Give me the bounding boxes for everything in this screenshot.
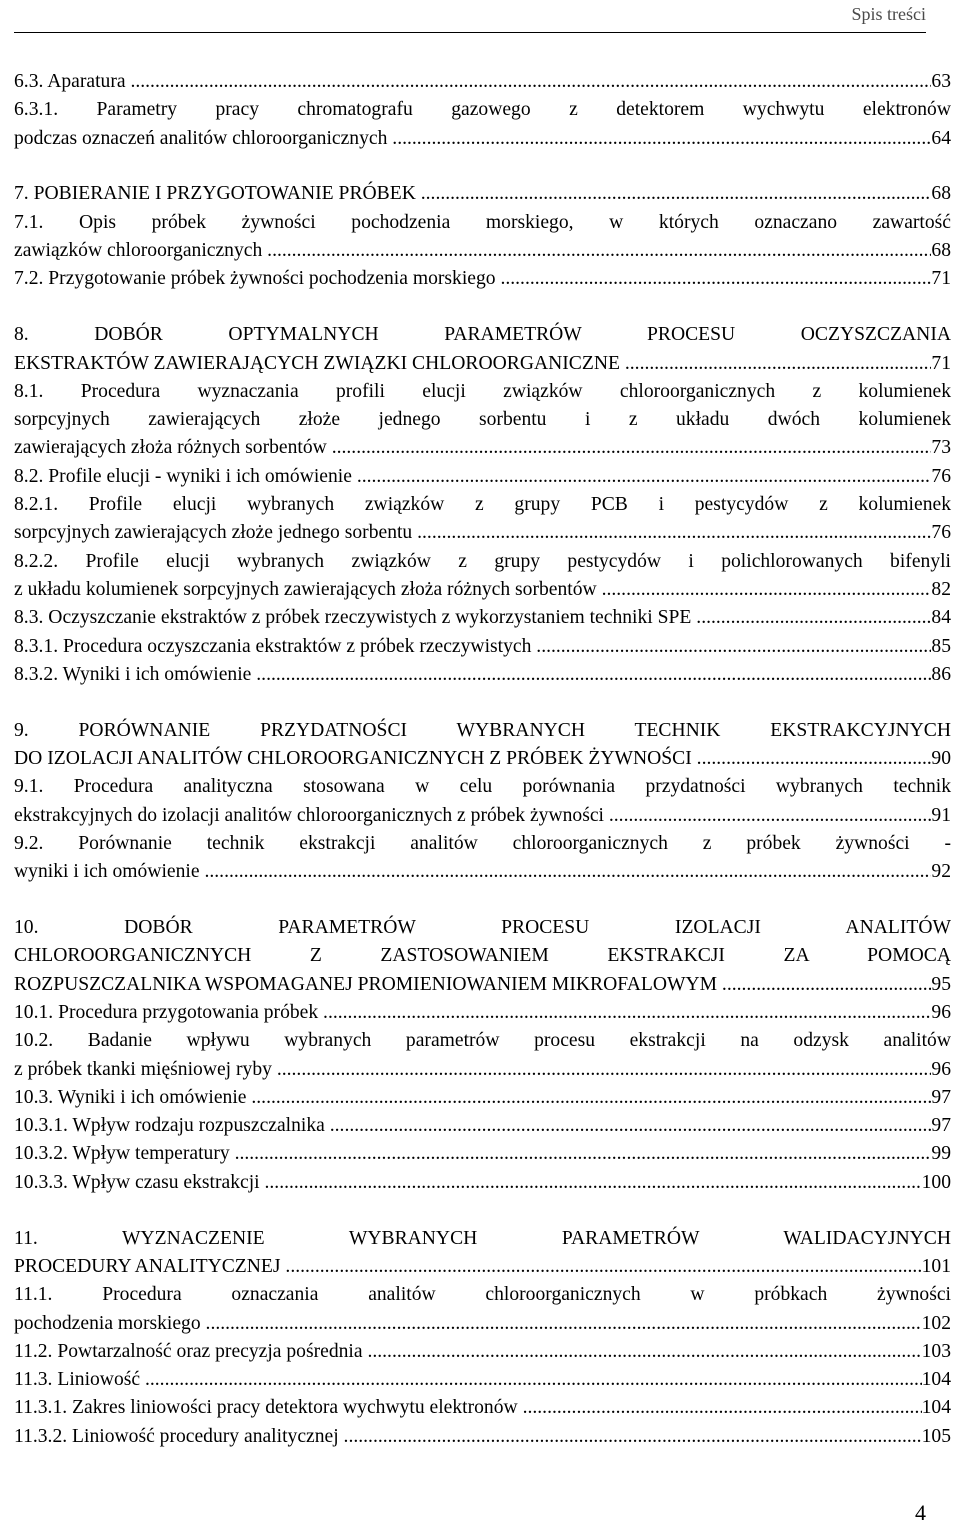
toc-entry-page-number: 85 (931, 635, 951, 657)
toc-entry-title: 11.3.2. Liniowość procedury analitycznej ..... (14, 1423, 922, 1451)
toc-entry-title: 8.2. Profile elucji - wyniki i ich omówienie ..... (14, 463, 931, 491)
toc-entry-title: 11.3. Liniowość ..... (14, 1366, 922, 1394)
toc-entry-last-line (14, 519, 951, 547)
toc-entry-page-number: 97 (931, 1115, 951, 1137)
toc-entry-title: EKSTRAKTÓW ZAWIERAJĄCYCH ZWIĄZKI CHLOROORGANICZNE ..... (14, 350, 931, 378)
toc-entry-last-line (14, 1423, 951, 1451)
toc-entry[interactable] (14, 1225, 951, 1282)
toc-entry-title: wyniki i ich omówienie ..... (14, 858, 931, 886)
toc-entry-title: 7. POBIERANIE I PRZYGOTOWANIE PRÓBEK ..... (14, 180, 931, 208)
header-rule (14, 32, 926, 33)
toc-entry-page-number: 97 (931, 1086, 951, 1108)
toc-entry-title: 10.3. Wyniki i ich omówienie ..... (14, 1084, 931, 1112)
toc-entry[interactable] (14, 209, 951, 266)
toc-entry-page-number: 103 (921, 1340, 951, 1362)
toc-entry-last-line (14, 1140, 951, 1168)
toc-entry-title: zawierających złoża różnych sorbentów ..... (14, 434, 931, 462)
toc-entry-line: CHLOROORGANICZNYCH Z ZASTOSOWANIEM EKSTRAKCJI ZA POMOCĄ (14, 945, 951, 967)
toc-entry-last-line (14, 350, 951, 378)
toc-entry-title: 8.3.1. Procedura oczyszczania ekstraktów z próbek rzeczywistych ..... (14, 633, 931, 661)
toc-entry-last-line (14, 1084, 951, 1112)
toc-entry-page-number: 82 (931, 578, 951, 600)
toc-entry-last-line (14, 68, 951, 96)
toc-entry-page-number: 64 (931, 127, 951, 149)
toc-entry[interactable] (14, 1366, 951, 1394)
toc-entry-last-line (14, 463, 951, 491)
toc-entry-title: 10.1. Procedura przygotowania próbek ..... (14, 999, 931, 1027)
toc-entry-page-number: 104 (921, 1397, 951, 1419)
toc-entry[interactable] (14, 1423, 951, 1451)
toc-entry-page-number: 68 (931, 240, 951, 262)
toc-entry[interactable] (14, 1169, 951, 1197)
toc-entry[interactable] (14, 548, 951, 605)
toc-entry-last-line (14, 576, 951, 604)
toc-entry-page-number: 71 (931, 268, 951, 290)
toc-entry-last-line (14, 237, 951, 265)
toc-entry-page-number: 92 (931, 861, 951, 883)
toc-entry-line: 8. DOBÓR OPTYMALNYCH PARAMETRÓW PROCESU OCZYSZCZANIA (14, 324, 951, 346)
toc-entry-page-number: 76 (931, 522, 951, 544)
toc-entry-last-line (14, 434, 951, 462)
toc-entry-page-number: 63 (931, 71, 951, 92)
toc-entry[interactable] (14, 491, 951, 548)
toc-entry-page-number: 102 (921, 1312, 951, 1334)
toc-entry-title: 11.2. Powtarzalność oraz precyzja pośrednia ..... (14, 1338, 922, 1366)
page-header (0, 0, 960, 33)
toc-entry[interactable] (14, 999, 951, 1027)
toc-entry-last-line (14, 604, 951, 632)
toc-entry-title: 10.3.2. Wpływ temperatury ..... (14, 1140, 931, 1168)
toc-entry-line: 6.3.1. Parametry pracy chromatografu gazowego z detektorem wychwytu elektronów (14, 99, 951, 121)
toc-entry-line: 8.2.2. Profile elucji wybranych związków z grupy pestycydów i polichlorowanych bifenyli (14, 550, 951, 572)
toc-entry-page-number: 95 (931, 973, 951, 995)
toc-entry-title: podczas oznaczeń analitów chloroorganicznych ..... (14, 125, 931, 153)
toc-entry-page-number: 68 (931, 183, 951, 205)
toc-entry-last-line (14, 745, 951, 773)
toc-entry-line: 10. DOBÓR PARAMETRÓW PROCESU IZOLACJI ANALITÓW (14, 917, 951, 939)
toc-entry-title: 11.3.1. Zakres liniowości pracy detektora wychwytu elektronów ..... (14, 1394, 922, 1422)
toc-entry-page-number: 73 (931, 437, 951, 459)
toc-entry[interactable] (14, 1140, 951, 1168)
toc-entry-last-line (14, 125, 951, 153)
toc-entry[interactable] (14, 661, 951, 689)
toc-entry-page-number: 84 (931, 607, 951, 629)
toc-entry-title: sorpcyjnych zawierających złoże jednego sorbentu ..... (14, 519, 931, 547)
toc-entry-page-number: 86 (931, 663, 951, 685)
toc-entry-title: 6.3. Aparatura ..... (14, 68, 931, 96)
toc-entry[interactable] (14, 1338, 951, 1366)
toc-entry-page-number: 90 (931, 748, 951, 770)
toc-entry[interactable] (14, 1027, 951, 1084)
toc-entry[interactable] (14, 321, 951, 378)
toc-entry-title: ROZPUSZCZALNIKA WSPOMAGANEJ PROMIENIOWANIEM MIKROFALOWYM ..... (14, 971, 931, 999)
toc-entry-line: 9. PORÓWNANIE PRZYDATNOŚCI WYBRANYCH TECHNIK EKSTRAKCYJNYCH (14, 719, 951, 741)
toc-entry-line: 9.2. Porównanie technik ekstrakcji analitów chloroorganicznych z próbek żywności - (14, 832, 951, 854)
toc-entry-title: pochodzenia morskiego ..... (14, 1310, 922, 1338)
toc-entry[interactable] (14, 68, 951, 96)
toc-entry-page-number: 96 (931, 1001, 951, 1023)
toc-entry-title: DO IZOLACJI ANALITÓW CHLOROORGANICZNYCH Z PRÓBEK ŻYWNOŚCI ..... (14, 745, 931, 773)
toc-entry[interactable] (14, 463, 951, 491)
toc-entry-page-number: 76 (931, 465, 951, 487)
toc-entry[interactable] (14, 265, 951, 293)
toc-entry-last-line (14, 180, 951, 208)
toc-entry[interactable] (14, 1084, 951, 1112)
toc-entry-line: 8.2.1. Profile elucji wybranych związków z grupy PCB i pestycydów z kolumienek (14, 494, 951, 516)
toc-entry-last-line (14, 633, 951, 661)
toc-entry-page-number: 101 (921, 1255, 951, 1277)
toc-entry-title: zawiązków chloroorganicznych ..... (14, 237, 931, 265)
toc-entry[interactable] (14, 604, 951, 632)
toc-entry-title: 8.3. Oczyszczanie ekstraktów z próbek rzeczywistych z wykorzystaniem techniki SPE ..... (14, 604, 931, 632)
toc-entry[interactable] (14, 773, 951, 830)
toc-entry-title: ekstrakcyjnych do izolacji analitów chloroorganicznych z próbek żywności ..... (14, 802, 931, 830)
toc-entry-last-line (14, 1338, 951, 1366)
toc-entry-last-line (14, 999, 951, 1027)
toc-entry-page-number: 96 (931, 1058, 951, 1080)
toc-entry[interactable] (14, 378, 951, 463)
toc-entry-title: 10.3.1. Wpływ rodzaju rozpuszczalnika ..... (14, 1112, 931, 1140)
toc-entry[interactable] (14, 914, 951, 999)
toc-entry-last-line (14, 1394, 951, 1422)
toc-entry-page-number: 91 (931, 804, 951, 826)
toc-entry-page-number: 104 (921, 1369, 951, 1391)
toc-entry[interactable] (14, 96, 951, 153)
toc-entry-line: 9.1. Procedura analityczna stosowana w celu porównania przydatności wybranych technik (14, 776, 951, 798)
header-title: Spis treści (851, 4, 926, 24)
toc-entry-title: 7.2. Przygotowanie próbek żywności pochodzenia morskiego ..... (14, 265, 931, 293)
toc-entry-last-line (14, 802, 951, 830)
toc-entry-page-number: 99 (931, 1143, 951, 1165)
toc-entry-line: 11.1. Procedura oznaczania analitów chloroorganicznych w próbkach żywności (14, 1284, 951, 1306)
toc-entry-title: 8.3.2. Wyniki i ich omówienie ..... (14, 661, 931, 689)
toc-entry-last-line (14, 1253, 951, 1281)
toc-entry[interactable] (14, 180, 951, 208)
table-of-contents (14, 68, 951, 1451)
toc-entry-page-number: 105 (921, 1425, 951, 1447)
toc-entry[interactable] (14, 1394, 951, 1422)
toc-entry-last-line (14, 1310, 951, 1338)
toc-entry[interactable] (14, 633, 951, 661)
toc-entry[interactable] (14, 1281, 951, 1338)
toc-entry-line: 8.1. Procedura wyznaczania profili elucji związków chloroorganicznych z kolumienek (14, 380, 951, 402)
toc-entry[interactable] (14, 830, 951, 887)
toc-entry[interactable] (14, 1112, 951, 1140)
toc-entry-last-line (14, 858, 951, 886)
page-number: 4 (915, 1500, 926, 1525)
toc-entry-page-number: 71 (931, 352, 951, 374)
toc-entry-title: PROCEDURY ANALITYCZNEJ ..... (14, 1253, 922, 1281)
toc-entry-last-line (14, 1112, 951, 1140)
toc-entry-title: 10.3.3. Wpływ czasu ekstrakcji ..... (14, 1169, 922, 1197)
toc-entry-title: z układu kolumienek sorpcyjnych zawierających złoża różnych sorbentów ..... (14, 576, 931, 604)
toc-entry-title: z próbek tkanki mięśniowej ryby ..... (14, 1056, 931, 1084)
toc-entry-line: 11. WYZNACZENIE WYBRANYCH PARAMETRÓW WALIDACYJNYCH (14, 1227, 951, 1249)
toc-entry-last-line (14, 661, 951, 689)
toc-entry-line: 10.2. Badanie wpływu wybranych parametrów procesu ekstrakcji na odzysk analitów (14, 1030, 951, 1052)
toc-entry-line: 7.1. Opis próbek żywności pochodzenia morskiego, w których oznaczano zawartość (14, 211, 951, 233)
toc-entry-last-line (14, 265, 951, 293)
toc-entry-page-number: 100 (921, 1171, 951, 1193)
toc-entry-last-line (14, 1056, 951, 1084)
toc-entry-line: sorpcyjnych zawierających złoże jednego sorbentu i z układu dwóch kolumienek (14, 409, 951, 431)
toc-entry-last-line (14, 1169, 951, 1197)
toc-entry-last-line (14, 971, 951, 999)
toc-entry[interactable] (14, 717, 951, 774)
toc-entry-last-line (14, 1366, 951, 1394)
